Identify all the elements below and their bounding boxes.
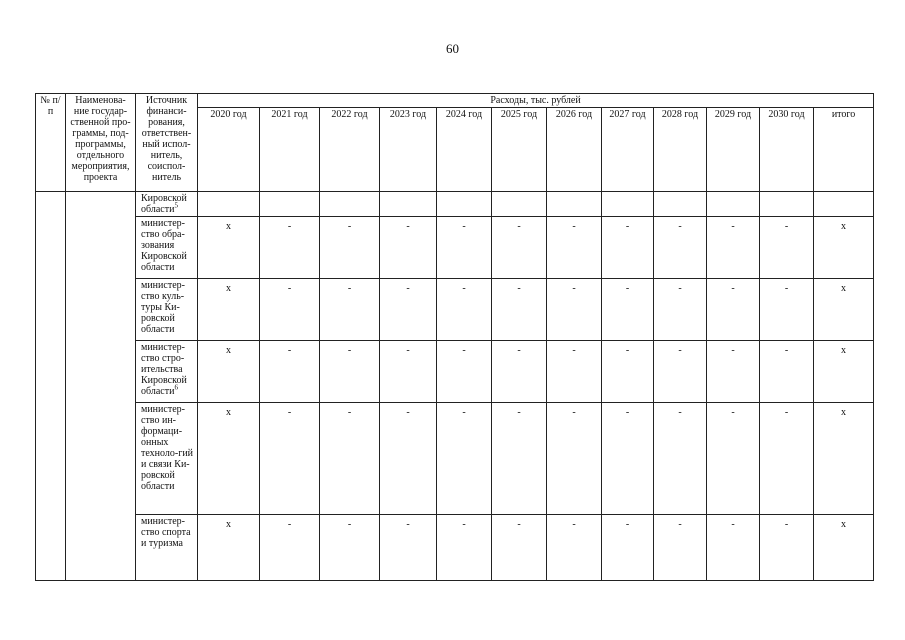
value-cell: - <box>654 217 707 279</box>
value-cell: - <box>654 341 707 403</box>
name-cell <box>66 403 136 515</box>
value-cell <box>602 192 654 217</box>
table-header <box>36 94 874 192</box>
header-year: 2028 год <box>654 108 707 192</box>
value-cell: - <box>760 341 814 403</box>
header-year: 2029 год <box>707 108 760 192</box>
value-cell <box>437 192 492 217</box>
value-cell: - <box>260 279 320 341</box>
value-cell: х <box>198 515 260 581</box>
value-cell: - <box>654 403 707 515</box>
header-year: 2030 год <box>760 108 814 192</box>
value-cell: х <box>814 341 874 403</box>
value-cell: - <box>320 279 380 341</box>
value-cell: х <box>814 403 874 515</box>
header-name: Наименова-ние государ-ственной про-граммы, под-программы, отдельного мероприятия, проекта <box>66 94 136 192</box>
value-cell: - <box>437 515 492 581</box>
value-cell: - <box>760 515 814 581</box>
value-cell: - <box>707 403 760 515</box>
value-cell: - <box>707 217 760 279</box>
value-cell <box>380 192 437 217</box>
header-year: 2021 год <box>260 108 320 192</box>
value-cell: - <box>380 515 437 581</box>
value-cell: - <box>707 341 760 403</box>
value-cell: - <box>654 515 707 581</box>
value-cell <box>760 192 814 217</box>
value-cell: х <box>814 217 874 279</box>
value-cell: - <box>492 279 547 341</box>
header-year: 2026 год <box>547 108 602 192</box>
num-cell <box>36 403 66 515</box>
header-year: 2024 год <box>437 108 492 192</box>
num-cell <box>36 279 66 341</box>
table-row <box>36 217 874 279</box>
value-cell: - <box>547 217 602 279</box>
num-cell <box>36 217 66 279</box>
value-cell: - <box>547 515 602 581</box>
source-cell: министер-ство ин-формаци-онных техноло-гий и связи Ки-ровской области <box>136 403 198 515</box>
source-cell: министер-ство обра-зования Кировской области <box>136 217 198 279</box>
value-cell: - <box>602 217 654 279</box>
value-cell: - <box>320 403 380 515</box>
value-cell <box>320 192 380 217</box>
value-cell: х <box>198 403 260 515</box>
value-cell: - <box>492 341 547 403</box>
value-cell <box>492 192 547 217</box>
value-cell: - <box>320 515 380 581</box>
value-cell: - <box>492 403 547 515</box>
value-cell: х <box>814 515 874 581</box>
value-cell: х <box>198 279 260 341</box>
value-cell <box>547 192 602 217</box>
header-source: Источник финанси-рования, ответствен-ный испол-нитель, соиспол-нитель <box>136 94 198 192</box>
header-year: 2020 год <box>198 108 260 192</box>
value-cell: - <box>707 515 760 581</box>
value-cell: х <box>198 341 260 403</box>
value-cell: - <box>760 217 814 279</box>
value-cell <box>198 192 260 217</box>
value-cell: - <box>547 279 602 341</box>
value-cell: - <box>320 217 380 279</box>
num-cell <box>36 341 66 403</box>
name-cell <box>66 217 136 279</box>
value-cell: - <box>492 515 547 581</box>
header-num: № п/п <box>36 94 66 192</box>
header-year: 2025 год <box>492 108 547 192</box>
value-cell: - <box>437 341 492 403</box>
source-cell: министер-ство стро-ительства Кировской области$^6$ <box>136 341 198 403</box>
value-cell <box>814 192 874 217</box>
header-year: 2027 год <box>602 108 654 192</box>
budget-table <box>35 93 874 581</box>
value-cell: - <box>654 279 707 341</box>
value-cell: - <box>437 403 492 515</box>
value-cell: - <box>380 341 437 403</box>
value-cell: - <box>492 217 547 279</box>
value-cell: - <box>380 279 437 341</box>
header-year: 2022 год <box>320 108 380 192</box>
value-cell: - <box>260 341 320 403</box>
value-cell: х <box>198 217 260 279</box>
value-cell: - <box>602 515 654 581</box>
value-cell: - <box>707 279 760 341</box>
value-cell: х <box>814 279 874 341</box>
name-cell <box>66 341 136 403</box>
value-cell: - <box>760 279 814 341</box>
table-row <box>36 279 874 341</box>
value-cell: - <box>547 341 602 403</box>
value-cell: - <box>260 217 320 279</box>
source-cell: Кировской области$^5$ <box>136 192 198 217</box>
header-year: 2023 год <box>380 108 437 192</box>
value-cell: - <box>380 403 437 515</box>
table-row <box>36 403 874 515</box>
source-cell: министер-ство куль-туры Ки-ровской области <box>136 279 198 341</box>
source-cell: министер-ство спорта и туризма <box>136 515 198 581</box>
value-cell: - <box>602 279 654 341</box>
value-cell: - <box>320 341 380 403</box>
table-body <box>36 192 874 581</box>
header-expenses: Расходы, тыс. рублей <box>198 94 874 108</box>
value-cell: - <box>260 403 320 515</box>
table-row <box>36 341 874 403</box>
value-cell: - <box>602 403 654 515</box>
value-cell: - <box>437 217 492 279</box>
num-cell <box>36 192 66 217</box>
value-cell <box>654 192 707 217</box>
page-number: 60 <box>446 41 459 56</box>
value-cell: - <box>760 403 814 515</box>
name-cell <box>66 279 136 341</box>
value-cell <box>707 192 760 217</box>
value-cell: - <box>602 341 654 403</box>
name-cell <box>66 515 136 581</box>
value-cell: - <box>547 403 602 515</box>
value-cell <box>260 192 320 217</box>
value-cell: - <box>380 217 437 279</box>
table-row <box>36 515 874 581</box>
value-cell: - <box>437 279 492 341</box>
num-cell <box>36 515 66 581</box>
name-cell <box>66 192 136 217</box>
value-cell: - <box>260 515 320 581</box>
header-year: итого <box>814 108 874 192</box>
table-row <box>36 192 874 217</box>
